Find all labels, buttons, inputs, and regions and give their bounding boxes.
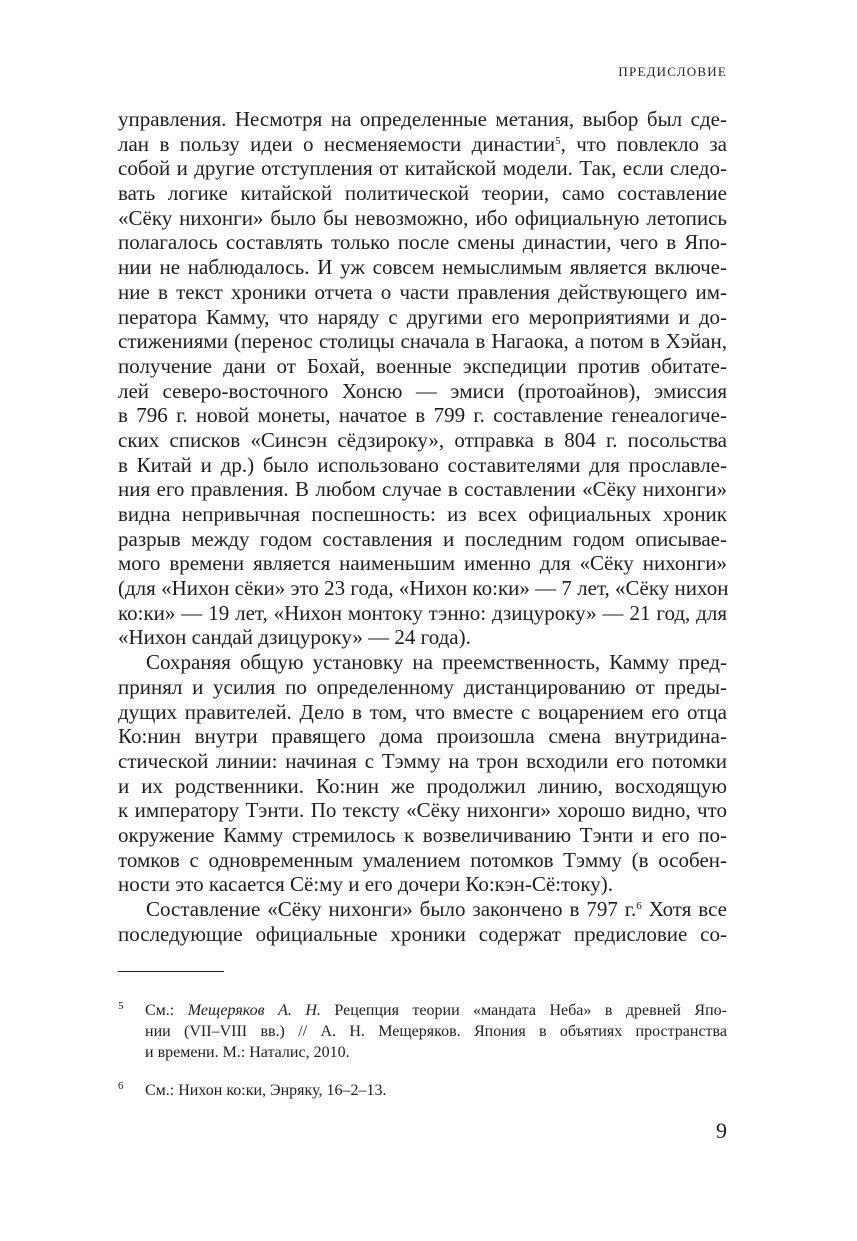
footnote-text: См.: <box>145 1002 188 1019</box>
line-text: управления. Несмотря на определенные метания, выбор был сде- <box>118 107 727 131</box>
text-line <box>118 230 727 255</box>
text-line <box>118 329 727 354</box>
line-text: (для «Нихон сёки» это 23 года, «Нихон ко:ки» — 7 лет, «Сёку нихон <box>118 576 729 601</box>
footnote <box>118 1080 727 1101</box>
line-text: разрыв между годом составления и последним годом описывае- <box>118 526 727 551</box>
line-text: Составление «Сёку нихонги» было закончено в 797 г. <box>146 897 637 921</box>
text-line <box>118 675 727 700</box>
text-line <box>118 774 727 799</box>
line-text: Хотя все <box>641 897 727 921</box>
text-line <box>118 502 727 527</box>
running-head: ПРЕДИСЛОВИЕ <box>618 64 727 79</box>
body-text <box>118 107 727 946</box>
text-line <box>118 280 727 305</box>
author-name: Мещеряков А. Н. <box>187 1002 321 1019</box>
line-text: лей северо-восточного Хонсю — эмиси (протоайнов), эмиссия <box>118 378 727 403</box>
line-text: «Сёку нихонги» было бы невозможно, ибо официальную летопись <box>118 205 727 230</box>
footnote <box>118 1000 727 1063</box>
line-text: , что повлекло за <box>560 131 728 156</box>
text-line <box>118 527 727 552</box>
text-line <box>118 379 727 404</box>
line-text: собой и другие отступления от китайской модели. Так, если следо- <box>118 156 727 181</box>
text-line <box>118 650 727 675</box>
line-text: ности это касается Сё:му и его дочери Ко:кэн-Сё:току). <box>118 872 614 897</box>
text-line <box>118 551 727 576</box>
paragraph <box>118 897 727 946</box>
footnote-line <box>145 1021 727 1042</box>
line-text: дущих правителей. Дело в том, что вместе с воцарением его отца <box>118 699 727 724</box>
footnote-text: нии (VII–VIII вв.) // А. Н. Мещеряков. Япония в объятиях пространства <box>145 1023 727 1040</box>
line-text: окружение Камму стремилось к возвеличиванию Тэнти и его по- <box>118 822 727 847</box>
line-text: принял и усилия по определенному дистанцированию от преды- <box>118 674 727 699</box>
line-text: «Нихон сандай дзицуроку» — 24 года). <box>118 625 471 650</box>
line-text: вать логике китайской политической теории, само составление <box>118 181 727 206</box>
text-line <box>118 897 727 922</box>
text-line <box>118 848 727 873</box>
text-line <box>118 181 727 206</box>
text-line <box>118 576 727 601</box>
text-line <box>118 798 727 823</box>
line-text: полагалось составлять только после смены династии, чего в Япо- <box>118 230 727 255</box>
line-text: и их родственники. Ко:нин же продолжил линию, восходящую <box>118 773 727 798</box>
text-line <box>118 823 727 848</box>
line-text: в 796 г. новой монеты, начатое в 799 г. составление генеалогиче- <box>118 403 727 428</box>
text-line <box>118 132 727 157</box>
line-text: ния его правления. В любом случае в составлении «Сёку нихонги» <box>118 477 727 502</box>
text-line <box>118 453 727 478</box>
line-text: нии не наблюдалось. И уж совсем немыслимым является включе- <box>118 255 727 280</box>
text-line <box>118 700 727 725</box>
text-line <box>118 156 727 181</box>
footnote-line <box>145 1000 727 1021</box>
text-line <box>118 428 727 453</box>
line-text: ских списков «Синсэн сёдзироку», отправка в 804 г. посольства <box>118 427 727 452</box>
text-line <box>118 724 727 749</box>
footnote-divider <box>118 971 224 972</box>
line-text: стижениями (перенос столицы сначала в Нагаока, а потом в Хэйан, <box>118 329 727 354</box>
text-line <box>118 305 727 330</box>
paragraph <box>118 107 727 650</box>
line-text: лан в пользу идеи о несменяемости династии <box>118 131 556 156</box>
line-text: видна непривычная поспешность: из всех официальных хроник <box>118 502 727 526</box>
footnote-line <box>145 1042 727 1063</box>
line-text: ко:ки» — 19 лет, «Нихон монтоку тэнно: дзицуроку» — 21 год, для <box>118 600 727 625</box>
line-text: мого времени является наименьшим именно для «Сёку нихонги» <box>118 551 727 576</box>
paragraph <box>118 650 727 897</box>
line-text: стической линии: начиная с Тэмму на трон всходили его потомки <box>118 748 727 773</box>
footnote-ref: 6 <box>636 900 642 912</box>
line-text: ператора Камму, что наряду с другими его мероприятиями и до- <box>118 304 727 329</box>
line-text: Сохраняя общую установку на преемственность, Камму пред- <box>146 650 727 675</box>
text-line <box>118 922 727 947</box>
text-line <box>118 625 727 650</box>
footnote-number: 5 <box>118 1000 124 1012</box>
line-text: получение дани от Бохай, военные экспедиции против обитате- <box>118 353 727 378</box>
footnote-ref: 5 <box>555 134 561 147</box>
line-text: последующие официальные хроники содержат предисловие со- <box>118 921 727 946</box>
footnote-text: Рецепция теории «мандата Неба» в древней Япо- <box>320 1002 727 1019</box>
line-text: ние в текст хроники отчета о части правления действующего им- <box>118 279 727 304</box>
line-text: Ко:нин внутри правящего дома произошла смена внутридина- <box>118 724 727 749</box>
text-line <box>118 403 727 428</box>
text-line <box>118 107 727 132</box>
footnote-line <box>145 1080 727 1101</box>
text-line <box>118 255 727 280</box>
footnote-text: и времени. М.: Наталис, 2010. <box>145 1044 350 1061</box>
line-text: томков с одновременным умалением потомков Тэмму (в особен- <box>118 847 727 872</box>
page-number: 9 <box>716 1118 727 1143</box>
text-line <box>118 206 727 231</box>
text-line <box>118 477 727 502</box>
footnote-number: 6 <box>118 1080 124 1092</box>
text-line <box>118 601 727 626</box>
text-line <box>118 749 727 774</box>
text-line <box>118 354 727 379</box>
text-line <box>118 872 727 897</box>
line-text: в Китай и др.) было использовано составителями для прославле- <box>118 452 727 477</box>
footnotes <box>118 1000 727 1118</box>
footnote-text: См.: Нихон ко:ки, Энряку, 16–2–13. <box>145 1082 387 1099</box>
line-text: к императору Тэнти. По тексту «Сёку нихонги» хорошо видно, что <box>118 798 727 823</box>
